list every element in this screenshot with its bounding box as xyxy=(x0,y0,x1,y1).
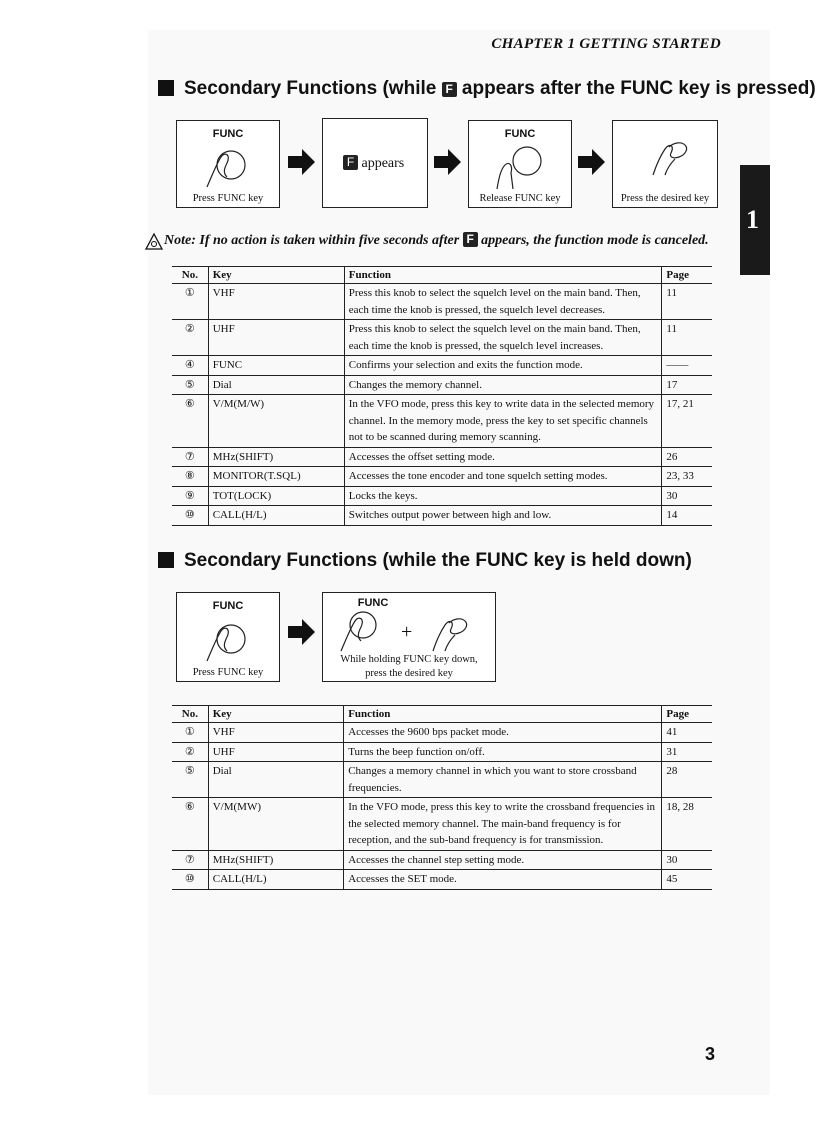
step-f-appears xyxy=(322,118,428,208)
warning-icon xyxy=(145,233,163,250)
col-no-header: No. xyxy=(172,267,208,284)
table-row: ⑨ TOT(LOCK) Locks the keys. 30 xyxy=(172,486,712,506)
finger-release-icon xyxy=(469,143,571,193)
step2-caption: appears xyxy=(361,156,405,171)
section1-title-key: FUNC xyxy=(620,78,674,99)
table-row: ⑧ MONITOR(T.SQL) Accesses the tone encoder and tone squelch setting modes. 23, 33 xyxy=(172,467,712,487)
table-header-row xyxy=(172,706,712,723)
section1-heading xyxy=(158,78,816,100)
col-key-header: Key xyxy=(208,706,343,723)
arrow-right-icon xyxy=(286,617,316,647)
table-row: ① VHF Press this knob to select the squelch level on the main band. Then, each time the knob is pressed, the squelch level decreases. 11 xyxy=(172,284,712,320)
chapter-tab xyxy=(740,165,770,275)
chapter-tab-number: 1 xyxy=(746,205,759,234)
chapter-header: CHAPTER 1 GETTING STARTED xyxy=(491,36,721,52)
step3-caption: Release FUNC key xyxy=(479,193,561,204)
table-row: ⑥ V/M(M/W) In the VFO mode, press this key to write data in the selected memory channel. In the memory mode, press the key to set specific channels not to be scanned during memory scanning. 17, 21 xyxy=(172,395,712,448)
secondary-functions-table-2 xyxy=(172,705,712,890)
heading-square-icon xyxy=(158,80,174,96)
col-page-header: Page xyxy=(662,706,712,723)
note-pre: Note: If no action is taken within five seconds after xyxy=(164,233,460,248)
step1-caption: Press FUNC key xyxy=(192,193,264,204)
section1-title-mid: appears after the xyxy=(461,78,616,99)
step1-key-label: FUNC xyxy=(212,600,244,612)
finger-press-icon xyxy=(177,143,279,193)
table-row: ⑩ CALL(H/L) Switches output power between high and low. 14 xyxy=(172,506,712,526)
col-no-header: No. xyxy=(172,706,208,723)
table-row: ⑩ CALL(H/L) Accesses the SET mode. 45 xyxy=(172,870,712,890)
step2-caption-line1: While holding FUNC key down, xyxy=(340,654,478,665)
table-header-row xyxy=(172,267,712,284)
note-text xyxy=(164,232,709,249)
table-row: ⑦ MHz(SHIFT) Accesses the offset setting mode. 26 xyxy=(172,447,712,467)
step-press-func xyxy=(176,120,280,208)
table-row: ④ FUNC Confirms your selection and exits the function mode. —— xyxy=(172,356,712,376)
arrow-right-icon xyxy=(576,147,606,177)
f-badge-icon: F xyxy=(442,82,457,97)
col-page-header: Page xyxy=(662,267,712,284)
finger-press-icon xyxy=(177,617,279,667)
step3-key-label: FUNC xyxy=(504,128,536,140)
section2-title-post: key is held down) xyxy=(533,550,692,571)
col-function-header: Function xyxy=(344,706,662,723)
table-row: ② UHF Turns the beep function on/off. 31 xyxy=(172,742,712,762)
col-function-header: Function xyxy=(344,267,662,284)
secondary-functions-table-1 xyxy=(172,266,712,526)
table-row: ① VHF Accesses the 9600 bps packet mode. 41 xyxy=(172,723,712,743)
heading-square-icon xyxy=(158,552,174,568)
plus-sign: + xyxy=(401,621,413,643)
step2-key-label: FUNC xyxy=(357,597,389,609)
section1-title-pre: Secondary Functions (while xyxy=(184,78,437,99)
f-badge-icon: F xyxy=(463,232,478,247)
finger-key-icon xyxy=(613,129,717,189)
section1-title-post: key is pressed) xyxy=(678,78,816,99)
section2-heading xyxy=(158,550,692,572)
note-post: appears, the function mode is canceled. xyxy=(481,233,709,248)
step-hold-func-press-key xyxy=(322,592,496,682)
step-press-desired-key xyxy=(612,120,718,208)
f-badge-icon: F xyxy=(343,155,358,170)
table-row: ⑤ Dial Changes the memory channel. 17 xyxy=(172,375,712,395)
step2-caption-line2: press the desired key xyxy=(365,668,453,679)
arrow-right-icon xyxy=(286,147,316,177)
arrow-right-icon xyxy=(432,147,462,177)
table-row: ⑥ V/M(MW) In the VFO mode, press this key to write the crossband frequencies in the selected memory channel. The main-band frequency is for reception, and the sub-band frequency is for transmission. 18, 28 xyxy=(172,798,712,851)
section2-title-pre: Secondary Functions (while the xyxy=(184,550,471,571)
step1-key-label: FUNC xyxy=(212,128,244,140)
col-key-header: Key xyxy=(208,267,344,284)
page-number: 3 xyxy=(704,1044,715,1064)
table-row: ② UHF Press this knob to select the squelch level on the main band. Then, each time the knob is pressed, the squelch level increases. 11 xyxy=(172,320,712,356)
table-row: ⑦ MHz(SHIFT) Accesses the channel step setting mode. 30 xyxy=(172,850,712,870)
table-row: ⑤ Dial Changes a memory channel in which you want to store crossband frequencies. 28 xyxy=(172,762,712,798)
step4-caption: Press the desired key xyxy=(620,193,710,204)
step1-caption: Press FUNC key xyxy=(192,667,264,678)
step-release-func xyxy=(468,120,572,208)
step-press-func-2 xyxy=(176,592,280,682)
section2-title-key: FUNC xyxy=(475,550,529,571)
